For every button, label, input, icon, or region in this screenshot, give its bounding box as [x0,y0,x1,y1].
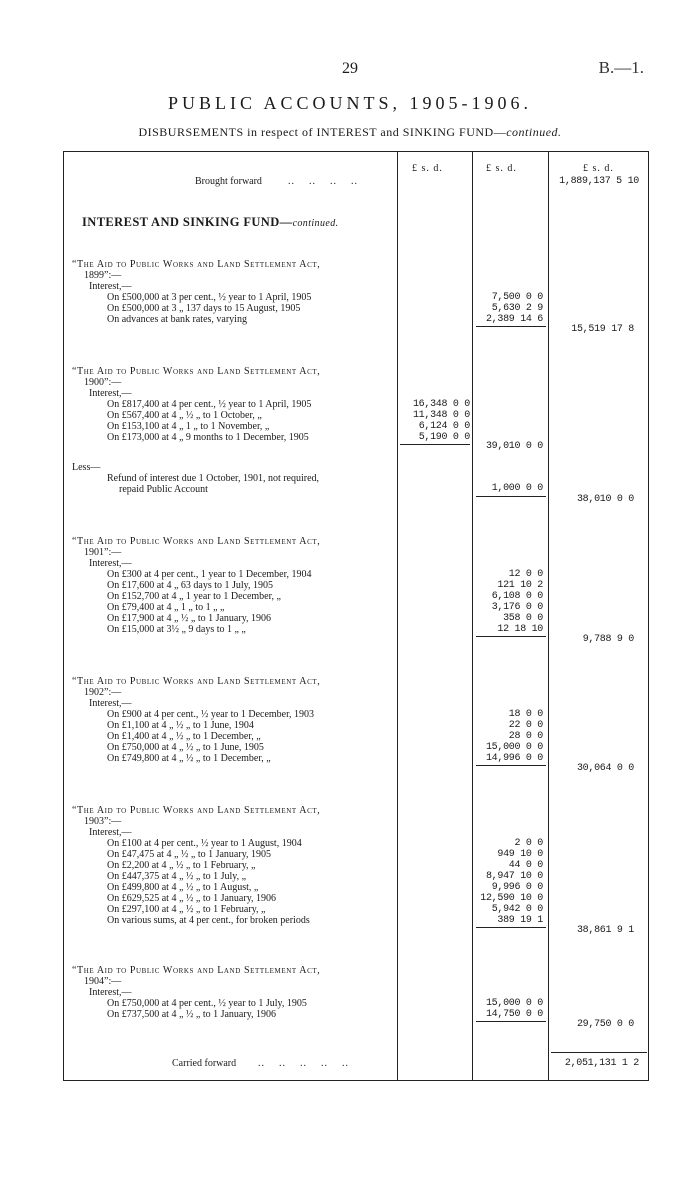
ledger-row: On £300 at 4 per cent., 1 year to 1 December, 1904 [107,569,312,580]
ledger-row: On £15,000 at 3½ „ 9 days to 1 „ „ [107,624,246,635]
ledger-row: On £737,500 at 4 „ ½ „ to 1 January, 1906 [107,1009,277,1020]
amount: 358 0 0 [503,613,543,624]
block-total: 30,064 0 0 [576,763,634,774]
act-year-1904: 1904”:— [84,976,122,987]
carried-forward-label: Carried forward [172,1058,237,1069]
subtotal-rule [476,927,546,928]
column-header-1: £ s. d. [412,163,443,174]
amount: 18 0 0 [508,709,543,720]
section-heading [82,215,339,230]
ledger-row: On various sums, at 4 per cent., for broken periods [107,915,310,926]
subtotal-rule [400,444,470,445]
ledger-row: On £499,800 at 4 „ ½ „ to 1 August, „ [107,882,259,893]
ledger-row: On £2,200 at 4 „ ½ „ to 1 February, „ [107,860,256,871]
interest-label: Interest,— [89,827,132,838]
interest-label: Interest,— [89,388,132,399]
ledger-row: On £47,475 at 4 „ ½ „ to 1 January, 1905 [107,849,272,860]
ledger-row: On advances at bank rates, varying [107,314,247,325]
ledger-row: On £100 at 4 per cent., ½ year to 1 August, 1904 [107,838,302,849]
subtotal-rule [476,636,546,637]
amount: 6,108 0 0 [491,591,543,602]
column-header-2: £ s. d. [486,163,517,174]
amount: 12 0 0 [508,569,543,580]
act-year-1903: 1903”:— [84,816,122,827]
page-subtitle [0,125,700,140]
act-heading-1902: “The Aid to Public Works and Land Settlement Act, [72,676,321,687]
ledger-row: On £750,000 at 4 „ ½ „ to 1 June, 1905 [107,742,264,753]
ledger-row: On £17,600 at 4 „ 63 days to 1 July, 1905 [107,580,274,591]
amount: 5,190 0 0 [418,432,470,443]
amount: 9,996 0 0 [491,882,543,893]
ledger-row: On £1,100 at 4 „ ½ „ to 1 June, 1904 [107,720,254,731]
table-bottom-rule [63,1080,649,1081]
ledger-row: On £152,700 at 4 „ 1 year to 1 December, „ [107,591,281,602]
amount: 15,000 0 0 [485,742,543,753]
ledger-row: On £79,400 at 4 „ 1 „ to 1 „ „ [107,602,225,613]
leader-dots: .. .. .. .. .. [258,1058,349,1069]
block-total: 15,519 17 8 [571,324,634,335]
document-reference: B.—1. [598,58,644,77]
section-title: INTEREST AND SINKING FUND— [82,215,293,229]
amount: 14,996 0 0 [485,753,543,764]
act-year-1899: 1899”:— [84,270,122,281]
leader-dots: .. .. .. .. [288,176,358,187]
interest-label: Interest,— [89,281,132,292]
page-number: 29 [342,60,358,77]
amount: 121 10 2 [497,580,543,591]
interest-label: Interest,— [89,987,132,998]
ledger-row: On £629,525 at 4 „ ½ „ to 1 January, 1906 [107,893,277,904]
ledger-row: On £817,400 at 4 per cent., ½ year to 1 April, 1905 [107,399,312,410]
ledger-row: On £750,000 at 4 per cent., ½ year to 1 July, 1905 [107,998,307,1009]
subtotal: 39,010 0 0 [485,441,543,452]
ledger-row: On £900 at 4 per cent., ½ year to 1 December, 1903 [107,709,315,720]
amount: 7,500 0 0 [491,292,543,303]
less-label: Less— [72,462,101,473]
act-heading-1899: “The Aid to Public Works and Land Settlement Act, [72,259,321,270]
subtotal-rule [476,765,546,766]
refund-line: repaid Public Account [119,484,208,495]
column-divider-2 [472,151,473,1081]
amount: 5,942 0 0 [491,904,543,915]
table-right-border [648,151,649,1081]
act-year-1901: 1901”:— [84,547,122,558]
ledger-row: On £297,100 at 4 „ ½ „ to 1 February, „ [107,904,266,915]
amount: 949 10 0 [497,849,543,860]
amount: 12,590 10 0 [480,893,543,904]
ledger-row: On £447,375 at 4 „ ½ „ to 1 July, „ [107,871,247,882]
act-heading-1900: “The Aid to Public Works and Land Settlement Act, [72,366,321,377]
ledger-row: On £173,000 at 4 „ 9 months to 1 December, 1905 [107,432,309,443]
column-divider-3 [548,151,549,1081]
amount: 22 0 0 [508,720,543,731]
amount: 14,750 0 0 [485,1009,543,1020]
table-top-rule [63,151,649,152]
act-year-1902: 1902”:— [84,687,122,698]
interest-label: Interest,— [89,558,132,569]
amount: 16,348 0 0 [412,399,470,410]
amount: 5,630 2 9 [491,303,543,314]
brought-forward-total: 1,889,137 5 10 [559,176,639,187]
block-total: 29,750 0 0 [576,1019,634,1030]
ledger-row: On £749,800 at 4 „ ½ „ to 1 December, „ [107,753,271,764]
amount: 389 19 1 [497,915,543,926]
amount: 6,124 0 0 [418,421,470,432]
act-heading-1901: “The Aid to Public Works and Land Settlement Act, [72,536,321,547]
act-heading-1904: “The Aid to Public Works and Land Settlement Act, [72,965,321,976]
interest-label: Interest,— [89,698,132,709]
act-heading-1903: “The Aid to Public Works and Land Settlement Act, [72,805,321,816]
ledger-row: On £1,400 at 4 „ ½ „ to 1 December, „ [107,731,261,742]
amount: 11,348 0 0 [412,410,470,421]
subtotal-rule [476,326,546,327]
ledger-row: On £17,900 at 4 „ ½ „ to 1 January, 1906 [107,613,272,624]
page-title: PUBLIC ACCOUNTS, 1905-1906. [167,93,533,113]
refund-line: Refund of interest due 1 October, 1901, not required, [107,473,320,484]
refund-amount: 1,000 0 0 [491,483,543,494]
amount: 2 0 0 [514,838,543,849]
carried-forward-total: 2,051,131 1 2 [564,1058,639,1069]
section-continued: continued. [292,218,339,229]
subtitle-main: DISBURSEMENTS in respect of INTEREST and SINKING FUND— [138,125,507,139]
block-total: 9,788 9 0 [582,634,634,645]
amount: 15,000 0 0 [485,998,543,1009]
column-divider-1 [397,151,398,1081]
ledger-row: On £500,000 at 3 per cent., ½ year to 1 April, 1905 [107,292,312,303]
column-header-3: £ s. d. [583,163,614,174]
block-total: 38,861 9 1 [576,925,634,936]
subtitle-continued: continued. [506,125,562,139]
subtotal-rule [476,496,546,497]
block-total: 38,010 0 0 [576,494,634,505]
subtotal-rule [476,1021,546,1022]
amount: 2,389 14 6 [485,314,543,325]
amount: 28 0 0 [508,731,543,742]
act-year-1900: 1900”:— [84,377,122,388]
ledger-row: On £500,000 at 3 „ 137 days to 15 August, 1905 [107,303,301,314]
amount: 44 0 0 [508,860,543,871]
table-left-border [63,151,64,1081]
amount: 12 18 10 [497,624,543,635]
ledger-row: On £153,100 at 4 „ 1 „ to 1 November, „ [107,421,270,432]
carried-forward-rule [551,1052,647,1053]
amount: 8,947 10 0 [485,871,543,882]
amount: 3,176 0 0 [491,602,543,613]
brought-forward-label: Brought forward [195,176,262,187]
ledger-row: On £567,400 at 4 „ ½ „ to 1 October, „ [107,410,262,421]
